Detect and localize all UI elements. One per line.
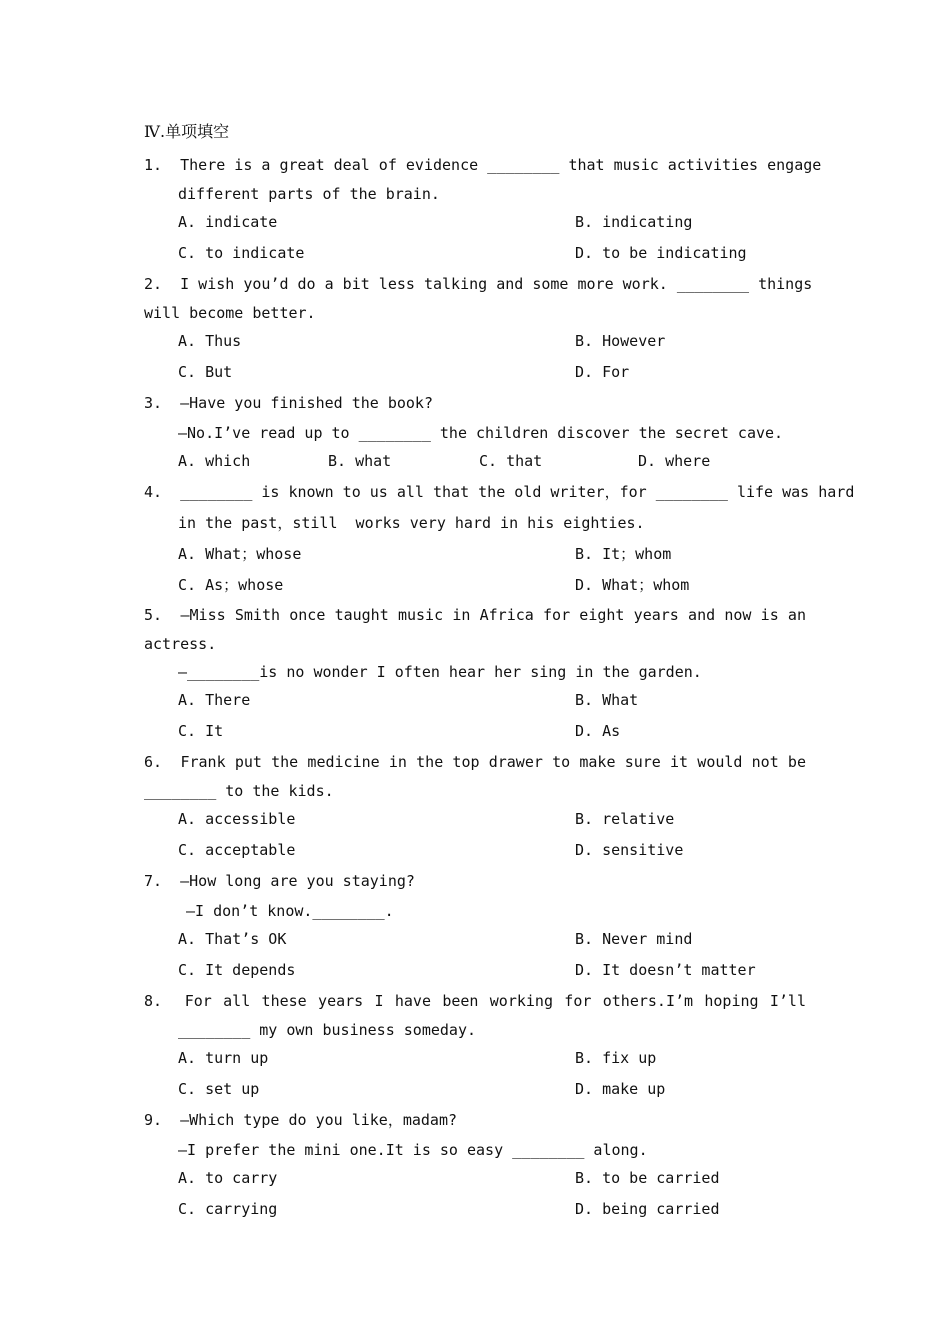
question-2-option-b: B. However [575, 332, 666, 350]
section-title: Ⅳ.单项填空 [144, 122, 230, 141]
question-5-option-d: D. As [575, 722, 621, 740]
question-6-option-d: D. sensitive [575, 841, 684, 859]
question-6-text: 6. Frank put the medicine in the top drawer to make sure it would not be [144, 753, 806, 771]
question-7-option-a: A. That’s OK [178, 930, 287, 948]
question-1-text: 1. There is a great deal of evidence ________ that music activities engage [144, 156, 822, 174]
question-2-option-c: C. But [178, 363, 233, 381]
question-7-reply: —I don’t know.________. [186, 902, 394, 920]
question-5-text: 5. —Miss Smith once taught music in Africa for eight years and now is an [144, 606, 806, 624]
question-3-text: 3. —Have you finished the book? [144, 394, 433, 412]
question-1-option-a: A. indicate [178, 213, 278, 231]
question-7-option-b: B. Never mind [575, 930, 693, 948]
question-7-option-d: D. It doesn’t matter [575, 961, 756, 979]
question-3-option-c: C. that [479, 452, 543, 470]
question-2-text-cont: will become better. [144, 304, 316, 322]
question-4-option-a: A. What；whose [178, 545, 302, 563]
question-5-option-b: B. What [575, 691, 639, 709]
question-2-option-a: A. Thus [178, 332, 242, 350]
question-3-option-b: B. what [328, 452, 392, 470]
question-6-option-c: C. acceptable [178, 841, 296, 859]
question-3-text-cont: —No.I’ve read up to ________ the children discover the secret cave. [178, 424, 784, 442]
question-4-option-b: B. It；whom [575, 545, 672, 563]
question-8-option-b: B. fix up [575, 1049, 657, 1067]
question-9-option-b: B. to be carried [575, 1169, 720, 1187]
question-8-option-a: A. turn up [178, 1049, 269, 1067]
question-5-option-c: C. It [178, 722, 224, 740]
question-5-option-a: A. There [178, 691, 251, 709]
question-2-option-d: D. For [575, 363, 630, 381]
question-4-option-c: C. As；whose [178, 576, 284, 594]
question-1-option-c: C. to indicate [178, 244, 305, 262]
question-8-text-cont: ________ my own business someday. [178, 1021, 477, 1039]
question-6-option-a: A. accessible [178, 810, 296, 828]
question-6-option-b: B. relative [575, 810, 675, 828]
question-9-option-a: A. to carry [178, 1169, 278, 1187]
question-8-option-d: D. make up [575, 1080, 666, 1098]
question-1-option-d: D. to be indicating [575, 244, 747, 262]
question-5-reply: —________is no wonder I often hear her sing in the garden. [178, 663, 702, 681]
question-4-option-d: D. What；whom [575, 576, 690, 594]
question-9-option-d: D. being carried [575, 1200, 720, 1218]
question-8-option-c: C. set up [178, 1080, 260, 1098]
question-3-option-d: D. where [638, 452, 711, 470]
question-9-reply: —I prefer the mini one.It is so easy ________ along. [178, 1141, 648, 1159]
question-7-option-c: C. It depends [178, 961, 296, 979]
question-1-option-b: B. indicating [575, 213, 693, 231]
question-9-text: 9. —Which type do you like，madam? [144, 1111, 458, 1129]
question-1-text-cont: different parts of the brain. [178, 185, 440, 203]
question-6-text-cont: ________ to the kids. [144, 782, 334, 800]
question-2-text: 2. I wish you’d do a bit less talking and some more work. ________ things [144, 275, 813, 293]
question-4-text-cont: in the past，still works very hard in his eighties. [178, 514, 645, 532]
question-9-option-c: C. carrying [178, 1200, 278, 1218]
question-3-option-a: A. which [178, 452, 251, 470]
question-4-text: 4. ________ is known to us all that the old writer，for ________ life was hard [144, 483, 855, 501]
question-5-text-cont: actress. [144, 635, 217, 653]
question-7-text: 7. —How long are you staying? [144, 872, 415, 890]
question-8-text: 8. For all these years I have been working for others.I’m hoping I’ll [144, 992, 806, 1010]
